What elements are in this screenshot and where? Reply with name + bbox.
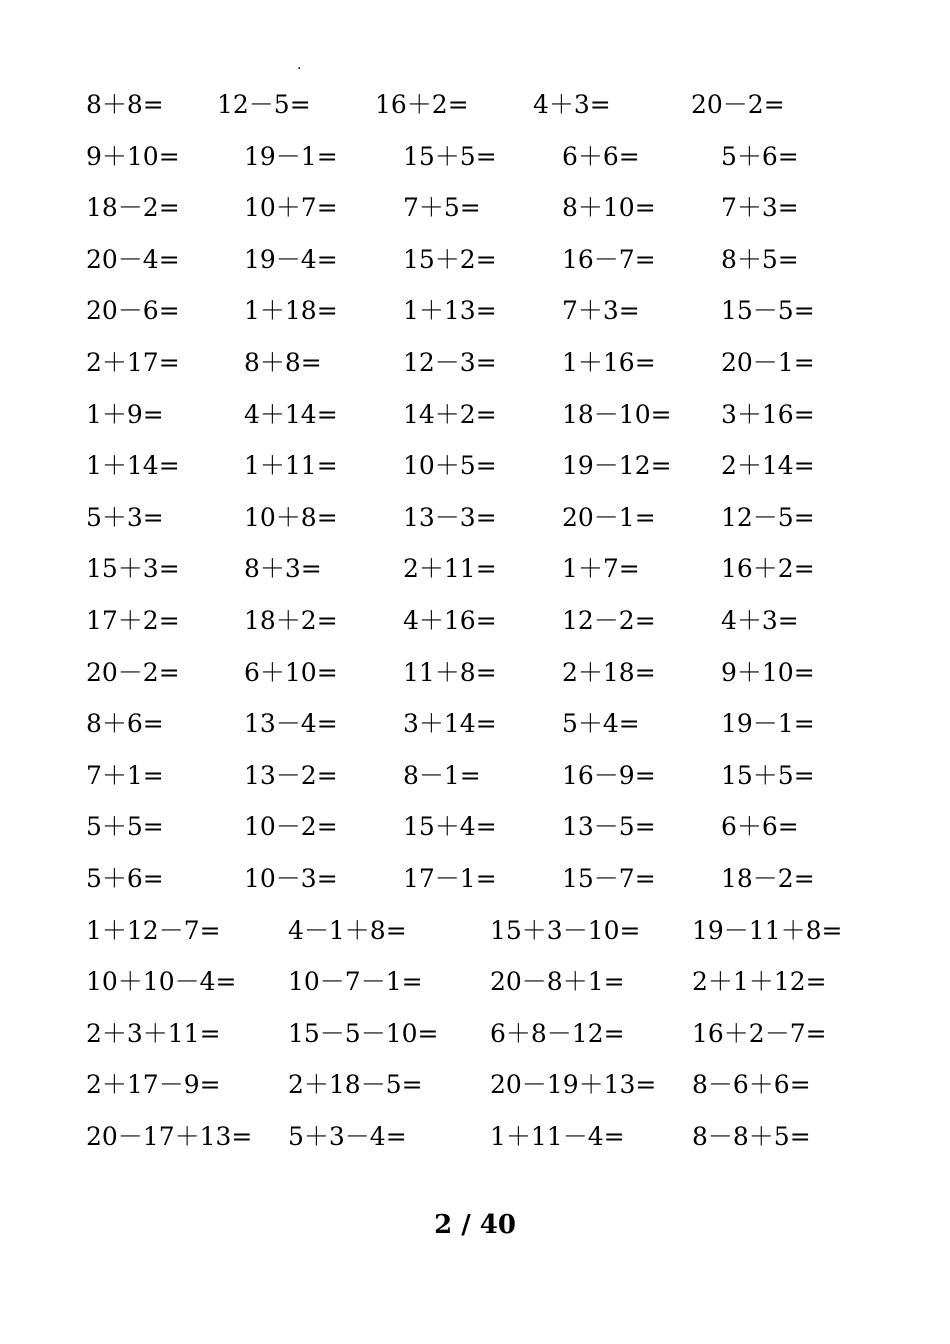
math-problem: 2＋18－5= <box>288 1070 423 1100</box>
math-problem: 7＋1= <box>86 760 164 790</box>
page-number: 2 / 40 <box>434 1210 516 1240</box>
math-problem: 6＋10= <box>244 657 338 687</box>
math-problem: 8＋8= <box>244 348 322 377</box>
math-problem: 15＋3－10= <box>490 915 641 945</box>
math-problem: 2＋18= <box>562 657 656 687</box>
math-problem: 1＋13= <box>403 296 497 326</box>
math-problem: 5＋6= <box>721 141 799 171</box>
problem-row <box>0 601 950 641</box>
math-problem: 8＋8= <box>86 90 164 119</box>
math-problem: 20－19＋13= <box>490 1070 657 1100</box>
math-problem: 4－1＋8= <box>288 915 407 945</box>
math-problem: 7＋3= <box>721 193 799 223</box>
math-problem: 20－2= <box>691 90 785 119</box>
math-problem: 20－4= <box>86 244 180 274</box>
math-problem: 8＋10= <box>562 193 656 223</box>
math-problem: 10＋7= <box>244 193 338 223</box>
math-problem: 12－5= <box>217 90 311 119</box>
problem-row <box>0 807 950 847</box>
math-problem: 17＋2= <box>86 606 180 635</box>
math-problem: 5＋3= <box>86 502 164 532</box>
math-problem: 14＋2= <box>403 399 497 429</box>
math-problem: 20－1= <box>562 502 656 532</box>
math-problem: 2＋17= <box>86 348 180 377</box>
problem-row-mixed <box>0 1065 950 1105</box>
math-problem: 10＋5= <box>403 451 497 481</box>
math-problem: 16＋2－7= <box>692 1018 827 1048</box>
math-problem: 6＋8－12= <box>490 1018 625 1048</box>
math-problem: 18－10= <box>562 399 672 429</box>
math-problem: 2＋11= <box>403 554 497 584</box>
math-problem: 20－6= <box>86 296 180 326</box>
math-problem: 20－1= <box>721 348 815 377</box>
math-problem: 15－7= <box>562 864 656 893</box>
problem-row <box>0 498 950 538</box>
math-problem: 1＋18= <box>244 296 338 326</box>
problem-row-mixed <box>0 911 950 951</box>
math-problem: 20－17＋13= <box>86 1122 253 1151</box>
problem-row <box>0 653 950 693</box>
math-problem: 15＋4= <box>403 812 497 842</box>
math-problem: 7＋5= <box>403 193 481 223</box>
math-problem: 15＋5= <box>721 760 815 790</box>
math-problem: 5＋5= <box>86 812 164 842</box>
problem-row <box>0 291 950 331</box>
math-problem: 16－7= <box>562 244 656 274</box>
math-problem: 1＋7= <box>562 554 640 584</box>
math-problem: 5＋4= <box>562 709 640 739</box>
problem-row <box>0 549 950 589</box>
math-problem: 10－3= <box>244 864 338 893</box>
problem-row <box>0 343 950 383</box>
math-problem: 8－6＋6= <box>692 1070 811 1100</box>
math-problem: 13－5= <box>562 812 656 842</box>
problem-row <box>0 859 950 899</box>
problem-row <box>0 188 950 228</box>
math-problem: 5＋6= <box>86 864 164 893</box>
problem-row <box>0 395 950 435</box>
stray-dot: . <box>297 57 302 73</box>
problem-row-mixed <box>0 1014 950 1054</box>
math-problem: 1＋14= <box>86 451 180 481</box>
math-problem: 12－5= <box>721 502 815 532</box>
math-problem: 10＋8= <box>244 502 338 532</box>
math-problem: 1＋11－4= <box>490 1122 625 1151</box>
problem-row-mixed <box>0 1117 950 1157</box>
math-problem: 12－3= <box>403 348 497 377</box>
math-problem: 8＋3= <box>244 554 322 584</box>
math-problem: 2＋1＋12= <box>692 967 827 997</box>
math-problem: 5＋3－4= <box>288 1122 407 1151</box>
math-problem: 19－12= <box>562 451 672 481</box>
math-problem: 2＋17－9= <box>86 1070 221 1100</box>
math-problem: 3＋14= <box>403 709 497 739</box>
problem-row <box>0 240 950 280</box>
math-problem: 19－1= <box>721 709 815 739</box>
math-problem: 2＋3＋11= <box>86 1018 221 1048</box>
math-problem: 15－5－10= <box>288 1018 439 1048</box>
math-problem: 8－8＋5= <box>692 1122 811 1151</box>
problem-row <box>0 85 950 125</box>
math-problem: 1＋11= <box>244 451 338 481</box>
problem-row-mixed <box>0 962 950 1002</box>
math-problem: 13－3= <box>403 502 497 532</box>
math-problem: 17－1= <box>403 864 497 893</box>
problem-row <box>0 137 950 177</box>
math-problem: 18＋2= <box>244 606 338 635</box>
math-problem: 18－2= <box>721 864 815 893</box>
math-problem: 13－2= <box>244 760 338 790</box>
math-problem: 11＋8= <box>403 657 497 687</box>
math-problem: 8＋6= <box>86 709 164 739</box>
math-problem: 19－4= <box>244 244 338 274</box>
math-problem: 4＋16= <box>403 606 497 635</box>
math-problem: 18－2= <box>86 193 180 223</box>
problem-row <box>0 704 950 744</box>
math-problem: 4＋14= <box>244 399 338 429</box>
math-problem: 20－2= <box>86 657 180 687</box>
math-problem: 9＋10= <box>86 141 180 171</box>
math-problem: 20－8＋1= <box>490 967 625 997</box>
math-problem: 9＋10= <box>721 657 815 687</box>
math-problem: 15－5= <box>721 296 815 326</box>
math-problem: 10＋10－4= <box>86 967 237 997</box>
math-problem: 16－9= <box>562 760 656 790</box>
math-problem: 13－4= <box>244 709 338 739</box>
math-problem: 15＋3= <box>86 554 180 584</box>
math-problem: 12－2= <box>562 606 656 635</box>
math-problem: 6＋6= <box>562 141 640 171</box>
math-problem: 8＋5= <box>721 244 799 274</box>
math-problem: 19－11＋8= <box>692 915 843 945</box>
math-problem: 1＋12－7= <box>86 915 221 945</box>
math-problem: 6＋6= <box>721 812 799 842</box>
math-problem: 4＋3= <box>533 90 611 119</box>
math-problem: 1＋9= <box>86 399 164 429</box>
math-problem: 2＋14= <box>721 451 815 481</box>
math-problem: 15＋2= <box>403 244 497 274</box>
math-problem: 16＋2= <box>375 90 469 119</box>
math-problem: 15＋5= <box>403 141 497 171</box>
math-problem: 19－1= <box>244 141 338 171</box>
math-problem: 16＋2= <box>721 554 815 584</box>
math-problem: 8－1= <box>403 760 481 790</box>
math-problem: 1＋16= <box>562 348 656 377</box>
problem-row <box>0 446 950 486</box>
math-problem: 4＋3= <box>721 606 799 635</box>
math-problem: 10－7－1= <box>288 967 423 997</box>
math-problem: 3＋16= <box>721 399 815 429</box>
problem-row <box>0 756 950 796</box>
math-problem: 7＋3= <box>562 296 640 326</box>
math-problem: 10－2= <box>244 812 338 842</box>
